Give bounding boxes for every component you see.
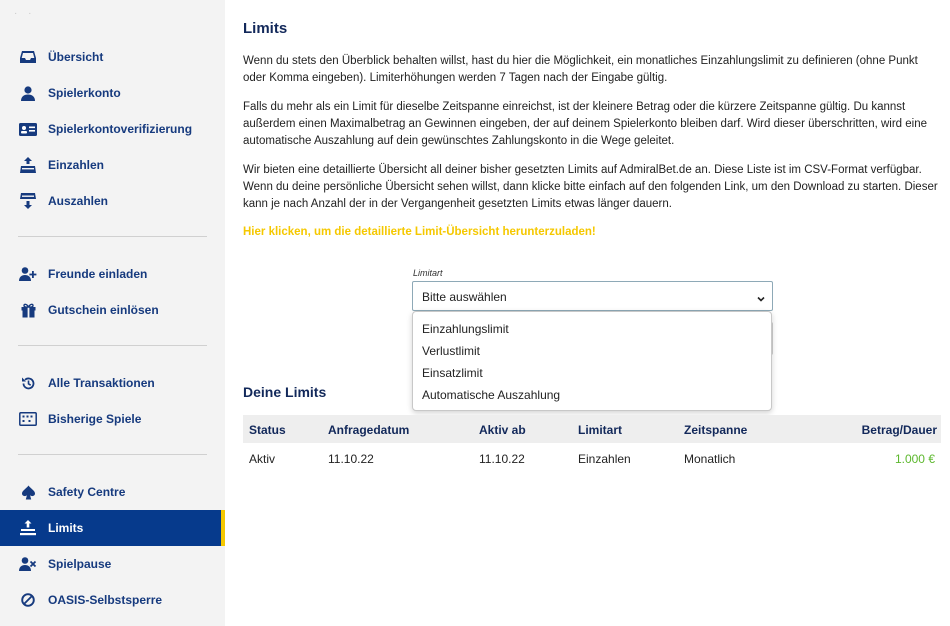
sidebar-item-label: Übersicht [48, 50, 104, 64]
sidebar-item-spielerkontoverifizierung[interactable] [0, 111, 225, 147]
column-aktiv-ab: Aktiv ab [479, 423, 526, 437]
option-einsatzlimit[interactable]: Einsatzlimit [422, 366, 483, 380]
sidebar-divider [18, 236, 207, 237]
sidebar-item-uebersicht[interactable] [0, 39, 225, 75]
rules-paragraph: Falls du mehr als ein Limit für dieselbe Zeitspanne einreichst, ist der kleinere Betrag oder die kürzere Zeitspanne gültig. Du kannst außerdem einen Maximalbetrag an Gewinnen eingeben, der auf deinem Spielerkonto bleiben darf. Wird dieser überschritten, wird eine automatische Auszahlung auf dein gewünschtes Zahlungskonto in die Wege geleitet. [243, 101, 927, 147]
cell-zeitspanne: Monatlich [684, 452, 736, 466]
sidebar-item-bisherige-spiele[interactable] [0, 401, 225, 437]
top-marker: · · [14, 8, 36, 19]
sidebar-divider [18, 454, 207, 455]
intro-paragraph: Wenn du stets den Überblick behalten willst, hast du hier die Möglichkeit, ein monatliches Einzahlungslimit zu definieren (ohne Punkt oder Komma eingeben). Limiterhöhungen werden 7 Tagen nach der Eingabe gültig. [243, 55, 918, 84]
sidebar-item-label: Auszahlen [48, 194, 109, 208]
id-card-icon [19, 121, 37, 137]
inbox-icon [19, 49, 37, 65]
sidebar-item-auszahlen[interactable] [0, 183, 225, 219]
column-betrag-dauer: Betrag/Dauer [861, 423, 937, 437]
sidebar [0, 0, 225, 626]
sidebar-item-alle-transaktionen[interactable] [0, 365, 225, 401]
column-zeitspanne: Zeitspanne [684, 423, 748, 437]
sidebar-item-label: Bisherige Spiele [48, 412, 142, 426]
sidebar-item-safety-centre[interactable] [0, 474, 225, 510]
sidebar-item-label: Safety Centre [48, 485, 126, 499]
ticket-icon [19, 411, 37, 427]
column-anfragedatum: Anfragedatum [328, 423, 410, 437]
limit-type-label: Limitart [413, 268, 443, 278]
cell-betrag: 1.000 € [894, 452, 935, 466]
limits-icon [19, 520, 37, 536]
sidebar-item-freunde-einladen[interactable] [0, 256, 225, 292]
sidebar-item-label: Freunde einladen [48, 267, 148, 281]
sidebar-divider [18, 345, 207, 346]
sidebar-item-label: Gutschein einlösen [48, 303, 159, 317]
sidebar-item-limits[interactable] [0, 510, 225, 546]
limit-type-value: Bitte auswählen [422, 290, 507, 304]
overview-paragraph: Wir bieten eine detaillierte Übersicht all deiner bisher gesetzten Limits auf AdmiralBet.de an. Diese Liste ist im CSV-Format verfügbar. Wenn du deine persönliche Übersicht sehen willst, dann klicke bitte einfach auf den folgenden Link, um den Download zu starten. Dieser kann je nach Anzahl der in der Vergangenheit gesetzten Limits etwas länger dauern. [243, 164, 938, 210]
limit-type-dropdown [412, 311, 772, 411]
page-title: Limits [243, 20, 288, 37]
download-limits-link[interactable]: Hier klicken, um die detaillierte Limit-Übersicht herunterzuladen! [243, 226, 596, 238]
limit-type-select[interactable] [412, 281, 773, 311]
sidebar-item-label: Spielerkonto [48, 86, 121, 100]
option-verlustlimit[interactable]: Verlustlimit [422, 344, 481, 358]
chevron-down-icon [756, 291, 766, 301]
cell-limitart: Einzahlen [578, 452, 631, 466]
sidebar-item-label: Spielpause [48, 557, 112, 571]
sidebar-item-label: Spielerkontoverifizierung [48, 122, 193, 136]
user-x-icon [19, 556, 37, 572]
column-status: Status [249, 423, 286, 437]
option-automatische-auszahlung[interactable]: Automatische Auszahlung [422, 388, 561, 402]
column-limitart: Limitart [578, 423, 623, 437]
sidebar-item-label: OASIS-Selbstsperre [48, 593, 163, 607]
sidebar-item-label: Alle Transaktionen [48, 376, 155, 390]
limits-table-header [243, 415, 941, 443]
cell-anfragedatum: 11.10.22 [328, 452, 374, 466]
user-plus-icon [19, 266, 37, 282]
cell-status: Aktiv [249, 452, 276, 466]
spade-icon [19, 484, 37, 500]
gift-icon [19, 302, 37, 318]
option-einzahlungslimit[interactable]: Einzahlungslimit [422, 322, 509, 336]
ban-icon [19, 592, 37, 608]
cell-aktiv-ab: 11.10.22 [479, 452, 525, 466]
sidebar-item-einzahlen[interactable] [0, 147, 225, 183]
withdraw-icon [19, 193, 37, 209]
user-icon [19, 85, 37, 101]
sidebar-item-oasis-selbstsperre[interactable] [0, 582, 225, 618]
limits-section-title: Deine Limits [243, 384, 327, 400]
deposit-icon [19, 157, 37, 173]
sidebar-item-gutschein-einloesen[interactable] [0, 292, 225, 328]
sidebar-item-label: Einzahlen [48, 158, 105, 172]
sidebar-item-spielerkonto[interactable] [0, 75, 225, 111]
history-icon [19, 375, 37, 391]
sidebar-item-spielpause[interactable] [0, 546, 225, 582]
sidebar-item-label: Limits [48, 521, 84, 535]
